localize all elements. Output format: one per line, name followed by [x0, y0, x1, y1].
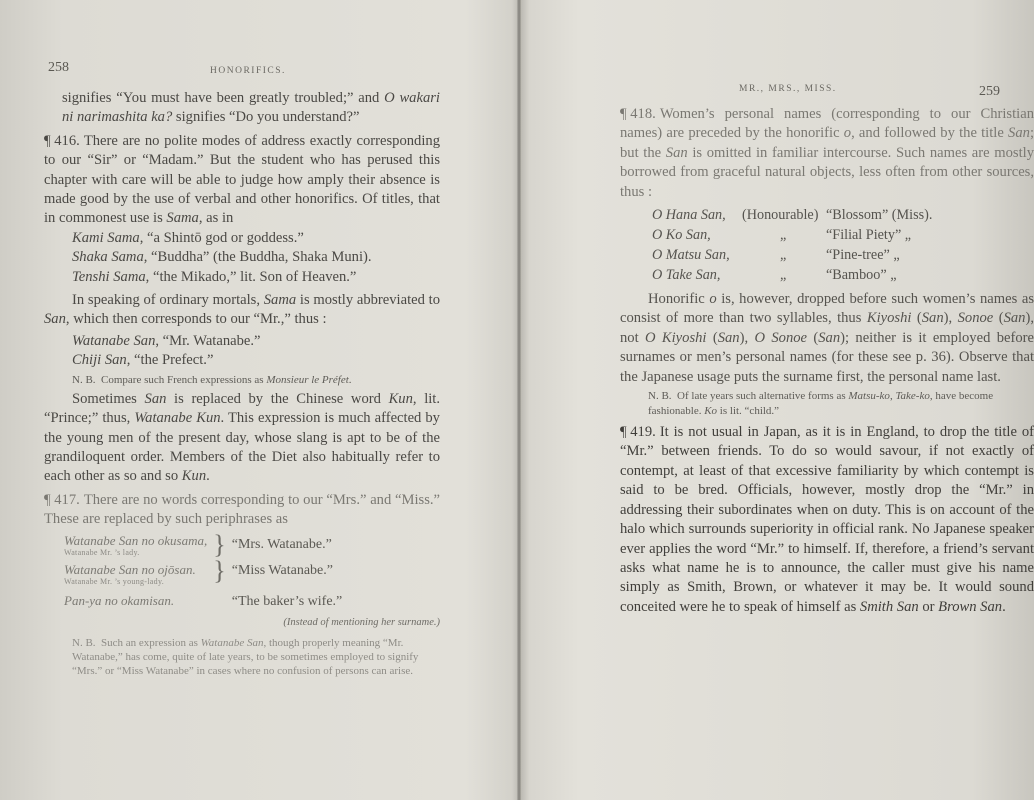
nota-bene: N. B. Such an expression as Watanabe San, though properly meaning “Mr. Watanabe,” has come, quite of late years, to be sometimes employed to signify “Mrs.” or “Miss Watanabe” in cases where no confusion of persons can arise. [72, 637, 419, 678]
honorific-o-paragraph: Honorific o is, however, dropped before such women’s names as consist of more than two syllables, thus Kiyoshi (San), Sonoe (San), not O Kiyoshi (San), O Sonoe (San); neither is it employed before surnames or men’s personal names (for these see p. 36). Observe that the Japanese usage puts the surname first, the personal name last. [620, 291, 1034, 385]
right-page-body [620, 105, 1034, 617]
instead-note: (Instead of mentioning her surname.) [283, 616, 440, 628]
paragraph-mark: ¶ 419. [620, 424, 656, 441]
paragraph-418: ¶ 418. Women’s personal names (corresponding to our Christian names) are preceded by the honorific o, and followed by the title San; but the San is omitted in familiar intercourse. Such names are mostly borrowed from graceful natural objects, less often from other sources, thus : [620, 106, 1034, 200]
nota-bene: N. B. Of late years such alternative forms as Matsu-ko, Take-ko, have become fashionable. Ko is lit. “child.” [648, 390, 994, 418]
name-row: O Matsu San, „ “Pine-tree” „ [652, 247, 900, 264]
nota-bene: N. B. Compare such French expressions as Monsieur le Préfet. [72, 373, 352, 386]
paragraph-416: ¶ 416. There are no polite modes of address exactly corresponding to our “Sir” or “Madam.” But the student who has perused this chapter with care will be able to judge how amply their absence is made good by the use of verbal and other honorifics. Of titles, that in commonest use is Sama, as in [44, 132, 440, 227]
example-line: Shaka Sama, “Buddha” (the Buddha, Shaka Muni). [72, 249, 372, 266]
name-row: O Take San, „ “Bamboo” „ [652, 267, 897, 284]
paragraph-mark: ¶ 416. [44, 132, 80, 149]
mortals-paragraph: In speaking of ordinary mortals, Sama is mostly abbreviated to San, which then corresponds to our “Mr.,” thus : [44, 292, 440, 328]
page-number: 258 [48, 60, 69, 75]
example-line: Watanabe San, “Mr. Watanabe.” [72, 332, 261, 349]
example-line: Chiji San, “the Prefect.” [72, 352, 214, 369]
left-page-body [44, 89, 440, 680]
women-names-table [652, 206, 932, 286]
paragraph-419: ¶ 419. It is not usual in Japan, as it is in England, to drop the title of “Mr.” between friends. To do so would savour, if not exactly of contempt, at least of that excessive familiarity by which contempt is said to be bred. Officials, however, mostly drop the “Mr.” in addressing their subordinates when on duty. This is on account of the halo which surrounds superiority in official rank. No Japanese speaker ever applies the word “Mr.” to himself. If, therefore, a friend’s servant asks what name he is to announce, the caller must give his name simply as Smith, Brown, or whatever it may be. It would sound conceited were he to speak of himself as Smith San or Brown San. [620, 424, 1034, 615]
paragraph-mark: ¶ 417. [44, 491, 80, 508]
paragraph-417: ¶ 417. There are no words corresponding to our “Mrs.” and “Miss.” These are replaced by such periphrases as [44, 491, 440, 528]
periphrasis-table [64, 530, 343, 611]
running-head: MR., MRS., MISS. [739, 84, 837, 94]
example-line: Tenshi Sama, “the Mikado,” lit. Son of Heaven.” [72, 268, 357, 285]
periphrasis-row: Watanabe San no okusama, Watanabe Mr. ’s lady. } “Mrs. Watanabe.” [64, 530, 332, 560]
periphrasis-row: Watanabe San no ojōsan. Watanabe Mr. ’s young-lady. } “Miss Watanabe.” [64, 556, 333, 586]
kun-paragraph: Sometimes San is replaced by the Chinese word Kun, lit. “Prince;” thus, Watanabe Kun. This expression is much affected by the young men of the present day, whose slang is apt to be of the grandiloquent order. Members of the Diet also habitually refer to each other as so and so Kun. [44, 390, 441, 485]
right-page [521, 0, 1034, 800]
page-number: 259 [979, 84, 1000, 99]
continuation-text: signifies “You must have been greatly troubled;” and O wakari ni narimashita ka? signifies “Do you understand?” [62, 90, 440, 126]
running-head: HONORIFICS. [210, 66, 286, 76]
example-line: Kami Sama, “a Shintō god or goddess.” [72, 229, 304, 246]
name-row: O Hana San, (Honourable) “Blossom” (Miss). [652, 207, 933, 224]
periphrasis-row: Pan-ya no okamisan. “The baker’s wife.” [64, 593, 343, 609]
paragraph-mark: ¶ 418. [620, 106, 656, 122]
name-row: O Ko San, „ “Filial Piety” „ [652, 227, 912, 244]
